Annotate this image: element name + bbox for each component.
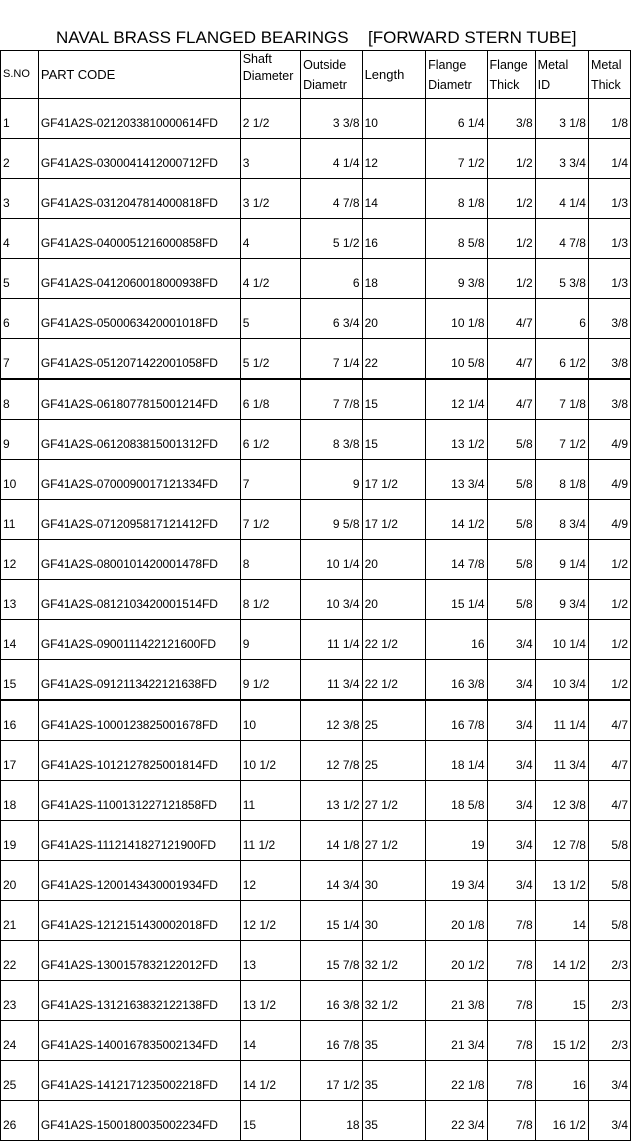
- cell-flange-thick[interactable]: 7/8: [487, 1061, 535, 1101]
- cell-outside-diameter[interactable]: 10 3/4: [301, 580, 362, 620]
- cell-part-code[interactable]: GF41A2S-0912113422121638FD: [38, 660, 240, 701]
- cell-outside-diameter[interactable]: 3 3/8: [301, 99, 362, 139]
- cell-length[interactable]: 17 1/2: [362, 500, 426, 540]
- cell-flange-diameter[interactable]: 14 1/2: [426, 500, 487, 540]
- header-part-code[interactable]: PART CODE: [38, 51, 240, 99]
- cell-shaft-diameter[interactable]: 11: [240, 781, 300, 821]
- cell-length[interactable]: 32 1/2: [362, 941, 426, 981]
- cell-metal-id[interactable]: 9 3/4: [535, 580, 588, 620]
- cell-sno[interactable]: 2: [1, 139, 39, 179]
- cell-length[interactable]: 27 1/2: [362, 821, 426, 861]
- cell-length[interactable]: 18: [362, 259, 426, 299]
- title-sub: [FORWARD STERN TUBE]: [368, 28, 577, 47]
- cell-part-code[interactable]: GF41A2S-0900111422121600FD: [38, 620, 240, 660]
- cell-metal-id[interactable]: 10 1/4: [535, 620, 588, 660]
- cell-shaft-diameter[interactable]: 14 1/2: [240, 1061, 300, 1101]
- table-row: [1, 741, 631, 781]
- cell-outside-diameter[interactable]: 9: [301, 460, 362, 500]
- cell-length[interactable]: 25: [362, 741, 426, 781]
- cell-flange-diameter[interactable]: 10 5/8: [426, 339, 487, 380]
- cell-sno[interactable]: 15: [1, 660, 39, 701]
- table-row: [1, 259, 631, 299]
- cell-sno[interactable]: 11: [1, 500, 39, 540]
- cell-flange-thick[interactable]: 1/2: [487, 179, 535, 219]
- table-row: [1, 420, 631, 460]
- title-main: NAVAL BRASS FLANGED BEARINGS: [56, 28, 349, 47]
- cell-outside-diameter[interactable]: 12 7/8: [301, 741, 362, 781]
- cell-shaft-diameter[interactable]: 8 1/2: [240, 580, 300, 620]
- table-row: [1, 500, 631, 540]
- cell-sno[interactable]: 10: [1, 460, 39, 500]
- cell-length[interactable]: 20: [362, 299, 426, 339]
- cell-flange-diameter[interactable]: 18 1/4: [426, 741, 487, 781]
- cell-sno[interactable]: 9: [1, 420, 39, 460]
- cell-flange-thick[interactable]: 4/7: [487, 339, 535, 380]
- header-flange-thick[interactable]: Flange Thick: [487, 51, 535, 99]
- cell-metal-thick[interactable]: 1/4: [588, 139, 630, 179]
- table-row: [1, 99, 631, 139]
- cell-sno[interactable]: 13: [1, 580, 39, 620]
- cell-shaft-diameter[interactable]: 13 1/2: [240, 981, 300, 1021]
- cell-length[interactable]: 14: [362, 179, 426, 219]
- cell-length[interactable]: 30: [362, 901, 426, 941]
- cell-outside-diameter[interactable]: 11 3/4: [301, 660, 362, 701]
- cell-part-code[interactable]: GF41A2S-0712095817121412FD: [38, 500, 240, 540]
- cell-part-code[interactable]: GF41A2S-1012127825001814FD: [38, 741, 240, 781]
- cell-sno[interactable]: 14: [1, 620, 39, 660]
- cell-flange-diameter[interactable]: 18 5/8: [426, 781, 487, 821]
- cell-flange-diameter[interactable]: 22 3/4: [426, 1101, 487, 1141]
- cell-metal-id[interactable]: 13 1/2: [535, 861, 588, 901]
- cell-sno[interactable]: 22: [1, 941, 39, 981]
- cell-flange-diameter[interactable]: 10 1/8: [426, 299, 487, 339]
- cell-metal-thick[interactable]: 3/8: [588, 379, 630, 420]
- cell-shaft-diameter[interactable]: 5: [240, 299, 300, 339]
- cell-flange-thick[interactable]: 5/8: [487, 580, 535, 620]
- cell-flange-thick[interactable]: 4/7: [487, 299, 535, 339]
- cell-part-code[interactable]: GF41A2S-0812103420001514FD: [38, 580, 240, 620]
- cell-metal-id[interactable]: 4 1/4: [535, 179, 588, 219]
- cell-sno[interactable]: 6: [1, 299, 39, 339]
- bearings-table: [0, 50, 631, 1141]
- cell-part-code[interactable]: GF41A2S-0312047814000818FD: [38, 179, 240, 219]
- cell-sno[interactable]: 8: [1, 379, 39, 420]
- cell-sno[interactable]: 3: [1, 179, 39, 219]
- cell-part-code[interactable]: GF41A2S-1400167835002134FD: [38, 1021, 240, 1061]
- cell-metal-id[interactable]: 16: [535, 1061, 588, 1101]
- cell-flange-thick[interactable]: 5/8: [487, 500, 535, 540]
- cell-metal-thick[interactable]: 1/3: [588, 259, 630, 299]
- cell-part-code[interactable]: GF41A2S-0618077815001214FD: [38, 379, 240, 420]
- cell-flange-thick[interactable]: 5/8: [487, 540, 535, 580]
- table-title: [0, 26, 632, 50]
- cell-metal-id[interactable]: 6: [535, 299, 588, 339]
- cell-outside-diameter[interactable]: 9 5/8: [301, 500, 362, 540]
- cell-metal-thick[interactable]: 3/8: [588, 299, 630, 339]
- cell-length[interactable]: 22 1/2: [362, 660, 426, 701]
- cell-part-code[interactable]: GF41A2S-1000123825001678FD: [38, 700, 240, 741]
- cell-flange-thick[interactable]: 1/2: [487, 219, 535, 259]
- header-length[interactable]: Length: [362, 51, 426, 99]
- cell-part-code[interactable]: GF41A2S-1212151430002018FD: [38, 901, 240, 941]
- cell-metal-id[interactable]: 5 3/8: [535, 259, 588, 299]
- table-row: [1, 821, 631, 861]
- cell-sno[interactable]: 20: [1, 861, 39, 901]
- table-row: [1, 219, 631, 259]
- cell-length[interactable]: 10: [362, 99, 426, 139]
- cell-flange-thick[interactable]: 4/7: [487, 379, 535, 420]
- table-row: [1, 901, 631, 941]
- cell-length[interactable]: 35: [362, 1021, 426, 1061]
- cell-outside-diameter[interactable]: 6: [301, 259, 362, 299]
- cell-shaft-diameter[interactable]: 12 1/2: [240, 901, 300, 941]
- cell-shaft-diameter[interactable]: 9: [240, 620, 300, 660]
- cell-flange-diameter[interactable]: 15 1/4: [426, 580, 487, 620]
- cell-part-code[interactable]: GF41A2S-0800101420001478FD: [38, 540, 240, 580]
- cell-flange-diameter[interactable]: 14 7/8: [426, 540, 487, 580]
- cell-flange-thick[interactable]: 3/4: [487, 741, 535, 781]
- cell-metal-thick[interactable]: 3/4: [588, 1101, 630, 1141]
- header-metal-thick[interactable]: Metal Thick: [588, 51, 630, 99]
- cell-metal-id[interactable]: 6 1/2: [535, 339, 588, 380]
- cell-length[interactable]: 27 1/2: [362, 781, 426, 821]
- cell-length[interactable]: 16: [362, 219, 426, 259]
- cell-part-code[interactable]: GF41A2S-0300041412000712FD: [38, 139, 240, 179]
- table-row: [1, 179, 631, 219]
- cell-metal-id[interactable]: 12 3/8: [535, 781, 588, 821]
- cell-metal-thick[interactable]: 4/7: [588, 741, 630, 781]
- cell-metal-id[interactable]: 3 3/4: [535, 139, 588, 179]
- cell-metal-thick[interactable]: 4/7: [588, 781, 630, 821]
- cell-metal-thick[interactable]: 4/9: [588, 420, 630, 460]
- cell-metal-id[interactable]: 9 1/4: [535, 540, 588, 580]
- table-row: [1, 1021, 631, 1061]
- cell-flange-thick[interactable]: 3/8: [487, 99, 535, 139]
- cell-flange-thick[interactable]: 5/8: [487, 460, 535, 500]
- cell-metal-thick[interactable]: 3/4: [588, 1061, 630, 1101]
- cell-flange-diameter[interactable]: 21 3/4: [426, 1021, 487, 1061]
- cell-flange-thick[interactable]: 5/8: [487, 420, 535, 460]
- cell-sno[interactable]: 1: [1, 99, 39, 139]
- cell-part-code[interactable]: GF41A2S-0512071422001058FD: [38, 339, 240, 380]
- cell-shaft-diameter[interactable]: 5 1/2: [240, 339, 300, 380]
- cell-metal-thick[interactable]: 1/2: [588, 660, 630, 701]
- cell-flange-diameter[interactable]: 16 7/8: [426, 700, 487, 741]
- table-row: [1, 299, 631, 339]
- cell-shaft-diameter[interactable]: 4: [240, 219, 300, 259]
- cell-sno[interactable]: 17: [1, 741, 39, 781]
- table-row: [1, 1101, 631, 1141]
- cell-part-code[interactable]: GF41A2S-0612083815001312FD: [38, 420, 240, 460]
- cell-shaft-diameter[interactable]: 3: [240, 139, 300, 179]
- cell-part-code[interactable]: GF41A2S-0500063420001018FD: [38, 299, 240, 339]
- cell-flange-thick[interactable]: 3/4: [487, 700, 535, 741]
- cell-length[interactable]: 12: [362, 139, 426, 179]
- cell-metal-id[interactable]: 7 1/8: [535, 379, 588, 420]
- cell-outside-diameter[interactable]: 6 3/4: [301, 299, 362, 339]
- cell-metal-thick[interactable]: 2/3: [588, 941, 630, 981]
- table-row: [1, 781, 631, 821]
- cell-metal-id[interactable]: 11 3/4: [535, 741, 588, 781]
- cell-flange-diameter[interactable]: 8 1/8: [426, 179, 487, 219]
- cell-flange-diameter[interactable]: 20 1/8: [426, 901, 487, 941]
- cell-outside-diameter[interactable]: 5 1/2: [301, 219, 362, 259]
- cell-flange-thick[interactable]: 7/8: [487, 1101, 535, 1141]
- cell-shaft-diameter[interactable]: 15: [240, 1101, 300, 1141]
- cell-length[interactable]: 22 1/2: [362, 620, 426, 660]
- cell-flange-thick[interactable]: 7/8: [487, 901, 535, 941]
- cell-shaft-diameter[interactable]: 6 1/8: [240, 379, 300, 420]
- cell-metal-id[interactable]: 11 1/4: [535, 700, 588, 741]
- cell-length[interactable]: 15: [362, 420, 426, 460]
- table-row: [1, 139, 631, 179]
- cell-metal-thick[interactable]: 2/3: [588, 981, 630, 1021]
- cell-metal-id[interactable]: 15 1/2: [535, 1021, 588, 1061]
- cell-flange-thick[interactable]: 7/8: [487, 941, 535, 981]
- table-row: [1, 379, 631, 420]
- cell-shaft-diameter[interactable]: 8: [240, 540, 300, 580]
- cell-metal-thick[interactable]: 4/9: [588, 460, 630, 500]
- cell-outside-diameter[interactable]: 10 1/4: [301, 540, 362, 580]
- cell-shaft-diameter[interactable]: 7 1/2: [240, 500, 300, 540]
- cell-part-code[interactable]: GF41A2S-1100131227121858FD: [38, 781, 240, 821]
- cell-length[interactable]: 25: [362, 700, 426, 741]
- table-row: [1, 700, 631, 741]
- cell-sno[interactable]: 25: [1, 1061, 39, 1101]
- cell-metal-id[interactable]: 15: [535, 981, 588, 1021]
- cell-sno[interactable]: 7: [1, 339, 39, 380]
- cell-metal-thick[interactable]: 1/3: [588, 179, 630, 219]
- cell-metal-thick[interactable]: 1/3: [588, 219, 630, 259]
- cell-metal-thick[interactable]: 5/8: [588, 861, 630, 901]
- cell-length[interactable]: 35: [362, 1101, 426, 1141]
- cell-length[interactable]: 17 1/2: [362, 460, 426, 500]
- cell-shaft-diameter[interactable]: 11 1/2: [240, 821, 300, 861]
- cell-metal-thick[interactable]: 1/8: [588, 99, 630, 139]
- cell-metal-id[interactable]: 10 3/4: [535, 660, 588, 701]
- cell-flange-thick[interactable]: 1/2: [487, 139, 535, 179]
- table-row: [1, 460, 631, 500]
- cell-sno[interactable]: 5: [1, 259, 39, 299]
- header-flange-diameter[interactable]: Flange Diametr: [426, 51, 487, 99]
- cell-outside-diameter[interactable]: 15 7/8: [301, 941, 362, 981]
- cell-flange-diameter[interactable]: 16: [426, 620, 487, 660]
- cell-flange-thick[interactable]: 7/8: [487, 981, 535, 1021]
- cell-sno[interactable]: 24: [1, 1021, 39, 1061]
- cell-part-code[interactable]: GF41A2S-1500180035002234FD: [38, 1101, 240, 1141]
- cell-flange-diameter[interactable]: 12 1/4: [426, 379, 487, 420]
- cell-length[interactable]: 15: [362, 379, 426, 420]
- cell-flange-diameter[interactable]: 22 1/8: [426, 1061, 487, 1101]
- cell-sno[interactable]: 4: [1, 219, 39, 259]
- cell-metal-id[interactable]: 3 1/8: [535, 99, 588, 139]
- cell-outside-diameter[interactable]: 14 3/4: [301, 861, 362, 901]
- table-row: [1, 339, 631, 380]
- cell-metal-thick[interactable]: 1/2: [588, 540, 630, 580]
- cell-flange-thick[interactable]: 3/4: [487, 660, 535, 701]
- cell-metal-thick[interactable]: 1/2: [588, 620, 630, 660]
- cell-outside-diameter[interactable]: 4 1/4: [301, 139, 362, 179]
- cell-metal-thick[interactable]: 4/9: [588, 500, 630, 540]
- cell-metal-id[interactable]: 7 1/2: [535, 420, 588, 460]
- cell-part-code[interactable]: GF41A2S-0212033810000614FD: [38, 99, 240, 139]
- cell-part-code[interactable]: GF41A2S-1112141827121900FD: [38, 821, 240, 861]
- cell-shaft-diameter[interactable]: 10 1/2: [240, 741, 300, 781]
- cell-length[interactable]: 30: [362, 861, 426, 901]
- table-row: [1, 660, 631, 701]
- cell-shaft-diameter[interactable]: 10: [240, 700, 300, 741]
- cell-outside-diameter[interactable]: 13 1/2: [301, 781, 362, 821]
- cell-length[interactable]: 35: [362, 1061, 426, 1101]
- cell-metal-id[interactable]: 16 1/2: [535, 1101, 588, 1141]
- cell-flange-diameter[interactable]: 16 3/8: [426, 660, 487, 701]
- cell-part-code[interactable]: GF41A2S-0400051216000858FD: [38, 219, 240, 259]
- header-sno[interactable]: S.NO: [1, 51, 39, 99]
- cell-outside-diameter[interactable]: 4 7/8: [301, 179, 362, 219]
- cell-outside-diameter[interactable]: 17 1/2: [301, 1061, 362, 1101]
- cell-sno[interactable]: 23: [1, 981, 39, 1021]
- cell-flange-thick[interactable]: 3/4: [487, 821, 535, 861]
- cell-outside-diameter[interactable]: 18: [301, 1101, 362, 1141]
- table-row: [1, 620, 631, 660]
- cell-flange-diameter[interactable]: 9 3/8: [426, 259, 487, 299]
- cell-flange-diameter[interactable]: 21 3/8: [426, 981, 487, 1021]
- header-outside-diameter[interactable]: Outside Diametr: [301, 51, 362, 99]
- cell-length[interactable]: 20: [362, 540, 426, 580]
- cell-part-code[interactable]: GF41A2S-1200143430001934FD: [38, 861, 240, 901]
- cell-shaft-diameter[interactable]: 2 1/2: [240, 99, 300, 139]
- cell-shaft-diameter[interactable]: 12: [240, 861, 300, 901]
- cell-outside-diameter[interactable]: 8 3/8: [301, 420, 362, 460]
- cell-outside-diameter[interactable]: 11 1/4: [301, 620, 362, 660]
- cell-outside-diameter[interactable]: 7 7/8: [301, 379, 362, 420]
- cell-part-code[interactable]: GF41A2S-1312163832122138FD: [38, 981, 240, 1021]
- cell-metal-id[interactable]: 14 1/2: [535, 941, 588, 981]
- cell-metal-thick[interactable]: 1/2: [588, 580, 630, 620]
- cell-sno[interactable]: 18: [1, 781, 39, 821]
- cell-sno[interactable]: 21: [1, 901, 39, 941]
- table-row: [1, 540, 631, 580]
- cell-metal-id[interactable]: 12 7/8: [535, 821, 588, 861]
- cell-flange-thick[interactable]: 3/4: [487, 620, 535, 660]
- cell-flange-diameter[interactable]: 19: [426, 821, 487, 861]
- table-row: [1, 981, 631, 1021]
- cell-metal-id[interactable]: 8 3/4: [535, 500, 588, 540]
- cell-outside-diameter[interactable]: 14 1/8: [301, 821, 362, 861]
- cell-outside-diameter[interactable]: 7 1/4: [301, 339, 362, 380]
- cell-metal-id[interactable]: 4 7/8: [535, 219, 588, 259]
- cell-metal-id[interactable]: 8 1/8: [535, 460, 588, 500]
- cell-metal-thick[interactable]: 3/8: [588, 339, 630, 380]
- header-row: [1, 51, 631, 99]
- cell-shaft-diameter[interactable]: 4 1/2: [240, 259, 300, 299]
- cell-sno[interactable]: 19: [1, 821, 39, 861]
- cell-outside-diameter[interactable]: 16 7/8: [301, 1021, 362, 1061]
- cell-metal-id[interactable]: 14: [535, 901, 588, 941]
- cell-flange-diameter[interactable]: 20 1/2: [426, 941, 487, 981]
- cell-sno[interactable]: 26: [1, 1101, 39, 1141]
- cell-sno[interactable]: 12: [1, 540, 39, 580]
- cell-flange-thick[interactable]: 3/4: [487, 861, 535, 901]
- cell-sno[interactable]: 16: [1, 700, 39, 741]
- table-row: [1, 580, 631, 620]
- cell-flange-thick[interactable]: 1/2: [487, 259, 535, 299]
- cell-flange-diameter[interactable]: 6 1/4: [426, 99, 487, 139]
- cell-part-code[interactable]: GF41A2S-0700090017121334FD: [38, 460, 240, 500]
- cell-flange-diameter[interactable]: 19 3/4: [426, 861, 487, 901]
- cell-part-code[interactable]: GF41A2S-1300157832122012FD: [38, 941, 240, 981]
- cell-metal-thick[interactable]: 4/7: [588, 700, 630, 741]
- cell-flange-diameter[interactable]: 7 1/2: [426, 139, 487, 179]
- cell-length[interactable]: 32 1/2: [362, 981, 426, 1021]
- cell-metal-thick[interactable]: 5/8: [588, 821, 630, 861]
- cell-shaft-diameter[interactable]: 7: [240, 460, 300, 500]
- cell-flange-diameter[interactable]: 13 3/4: [426, 460, 487, 500]
- cell-flange-diameter[interactable]: 8 5/8: [426, 219, 487, 259]
- table-row: [1, 1061, 631, 1101]
- cell-shaft-diameter[interactable]: 13: [240, 941, 300, 981]
- cell-outside-diameter[interactable]: 12 3/8: [301, 700, 362, 741]
- cell-shaft-diameter[interactable]: 6 1/2: [240, 420, 300, 460]
- cell-metal-thick[interactable]: 5/8: [588, 901, 630, 941]
- cell-metal-thick[interactable]: 2/3: [588, 1021, 630, 1061]
- cell-shaft-diameter[interactable]: 3 1/2: [240, 179, 300, 219]
- cell-flange-diameter[interactable]: 13 1/2: [426, 420, 487, 460]
- cell-shaft-diameter[interactable]: 14: [240, 1021, 300, 1061]
- cell-outside-diameter[interactable]: 15 1/4: [301, 901, 362, 941]
- header-shaft-diameter[interactable]: Shaft Diameter: [240, 51, 300, 99]
- cell-length[interactable]: 22: [362, 339, 426, 380]
- cell-flange-thick[interactable]: 3/4: [487, 781, 535, 821]
- cell-outside-diameter[interactable]: 16 3/8: [301, 981, 362, 1021]
- header-metal-id[interactable]: Metal ID: [535, 51, 588, 99]
- cell-part-code[interactable]: GF41A2S-0412060018000938FD: [38, 259, 240, 299]
- cell-shaft-diameter[interactable]: 9 1/2: [240, 660, 300, 701]
- table-row: [1, 861, 631, 901]
- cell-part-code[interactable]: GF41A2S-1412171235002218FD: [38, 1061, 240, 1101]
- cell-length[interactable]: 20: [362, 580, 426, 620]
- cell-flange-thick[interactable]: 7/8: [487, 1021, 535, 1061]
